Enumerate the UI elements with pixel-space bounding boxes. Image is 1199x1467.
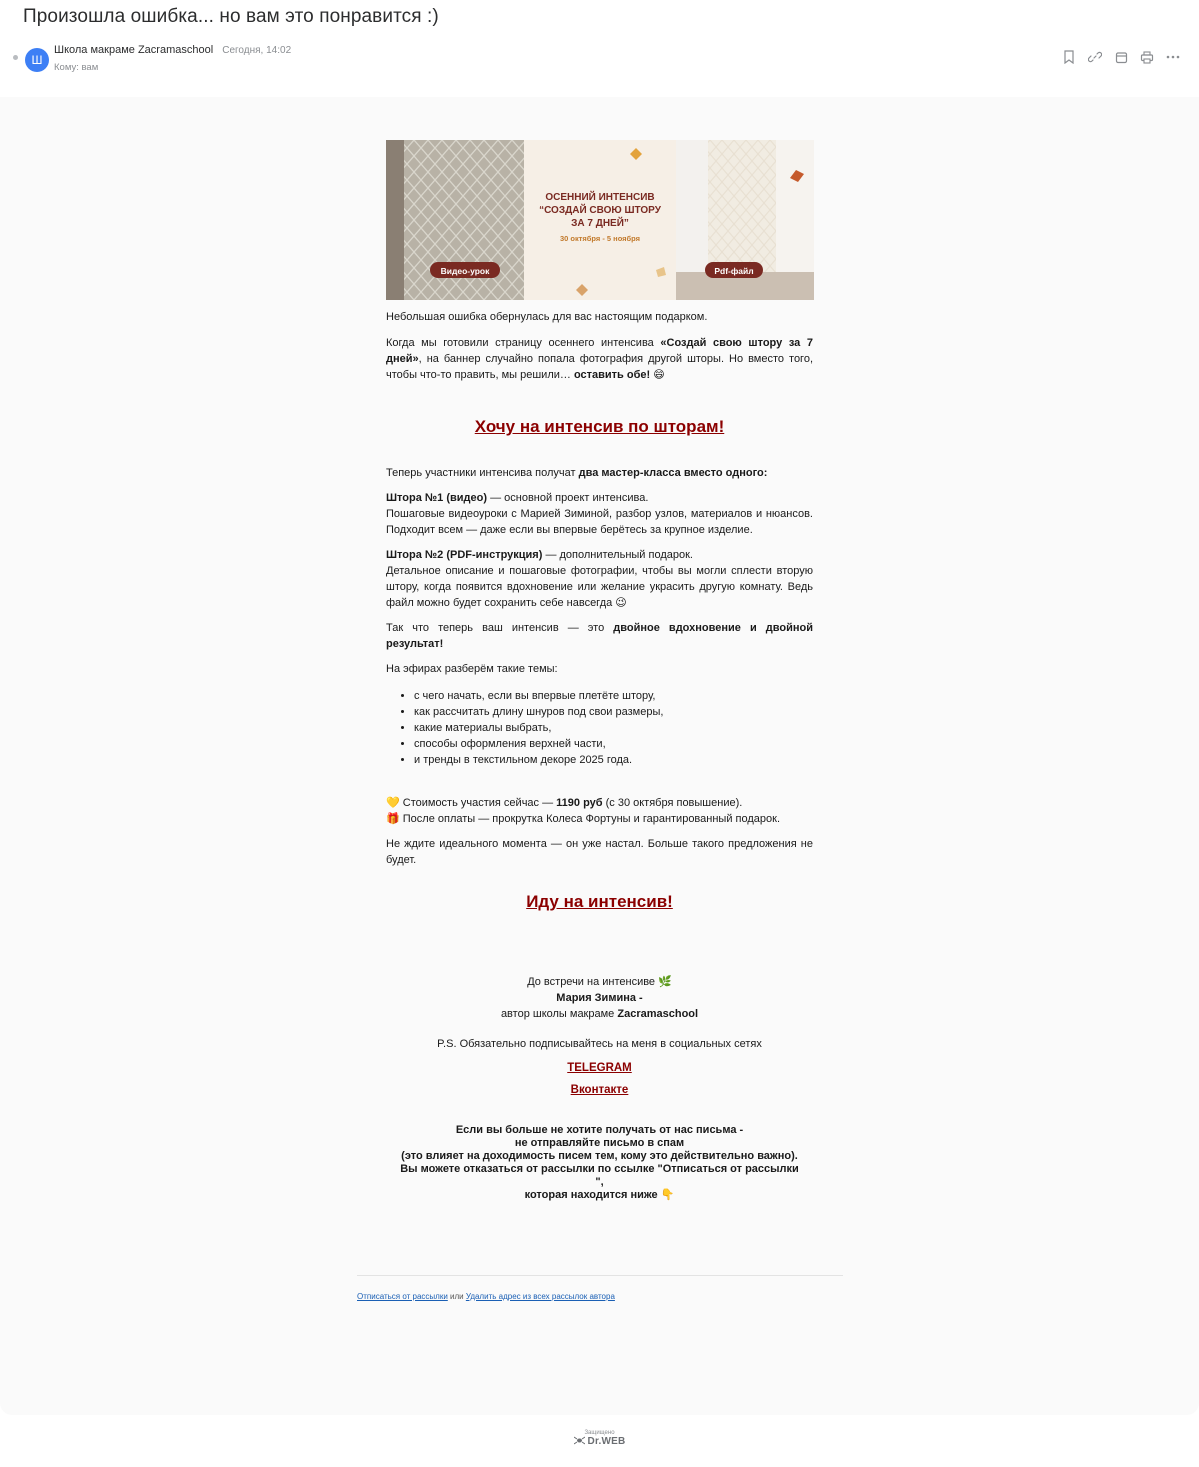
email-actions [1061,49,1181,65]
unsubscribe-or: или [447,1292,466,1301]
avatar[interactable]: Ш [25,48,49,72]
bookmark-icon[interactable] [1061,49,1077,65]
telegram-link[interactable]: TELEGRAM [567,1062,632,1074]
email-subject: Произошла ошибка... но вам это понравится :) [23,6,439,27]
signature-role [386,1006,813,1022]
topic-item: • как рассчитать длину шнуров под свои размеры, [414,704,813,720]
body-text [386,309,813,1202]
banner-tag-video: Видео-урок [440,266,490,276]
signature-name: Мария Зимина - [556,992,643,1004]
cta-go-intensive[interactable]: Иду на интенсив! [526,892,673,911]
vk-link-wrap [386,1082,813,1098]
sender-name[interactable]: Школа макраме Zacramaschool [54,44,214,56]
intensive-name: «Создай свою штору за 7 дней» [386,337,813,365]
banner-dates: 30 октября - 5 ноября [559,234,641,243]
unsubscribe-link[interactable]: Отписаться от рассылки [357,1292,448,1301]
result-emphasis: двойное вдохновение и двойной результат! [386,622,813,650]
story-text-2: , на баннер случайно попала фотография другой шторы. Но вместо того, чтобы что-то править, мы решили… [386,353,813,381]
price-value: 1190 руб [556,797,603,809]
delete-address-link[interactable]: Удалить адрес из всех рассылок автора [465,1292,615,1301]
intro-paragraph: Небольшая ошибка обернулась для вас настоящим подарком. [386,311,708,323]
urgency-paragraph: Не ждите идеального момента — он уже настал. Больше такого предложения не будет. [386,838,813,866]
topics-list [386,688,813,768]
curtain-2-desc: Детальное описание и пошаговые фотографии, чтобы вы могли сплести вторую штору, когда появится вдохновение или желание украсить другую комнату. Ведь файл можно будет сохранить себе навсегда 😉 [386,565,813,609]
offer-paragraph [386,465,813,481]
calendar-icon[interactable] [1113,49,1129,65]
signature-role-text: автор школы макраме [500,1008,618,1020]
school-name: Zacramaschool [617,1008,699,1020]
drweb-badge [0,1430,1199,1447]
drweb-brand-text: Dr.WEB [587,1436,626,1447]
topics-intro: На эфирах разберём такие темы: [386,663,558,675]
offer-text: Теперь участники интенсива получат [386,467,579,479]
cta-intensive-curtains[interactable]: Хочу на интенсив по шторам! [474,417,725,436]
curtain-1-subtitle: — основной проект интенсива. [487,492,649,504]
story-emphasis: оставить обе! [573,369,651,381]
recipient-line[interactable]: Кому: вам [54,62,99,73]
price-line [386,795,813,827]
vk-link[interactable]: Вконтакте [570,1084,629,1096]
curtain-1-desc: Пошаговые видеоуроки с Марией Зиминой, разбор узлов, материалов и нюансов. Подходит всем — даже если вы впервые берётесь за крупное изделие. [386,508,813,536]
footer-divider [357,1275,843,1276]
drweb-brand [0,1436,1199,1447]
offer-emphasis: два мастер-класса вместо одного: [578,467,768,479]
banner-title-1: ОСЕННИЙ ИНТЕНСИВ [545,192,655,203]
banner-tag-pdf: Pdf-файл [714,266,754,276]
drweb-label: Защищено [584,1430,615,1436]
link-icon[interactable] [1087,49,1103,65]
warning-line: Вы можете отказаться от рассылки по ссылке "Отписаться от рассылки [400,1163,799,1175]
more-icon[interactable] [1165,49,1181,65]
signature-greeting: До встречи на интенсиве 🌿 [527,976,672,988]
curtain-1-title: Штора №1 (видео) [386,492,488,504]
spider-icon [574,1436,585,1445]
topic-item: • способы оформления верхней части, [414,736,813,752]
topic-item: • с чего начать, если вы впервые плетёте штору, [414,688,813,704]
curtain-2-title: Штора №2 (PDF-инструкция) [386,549,543,561]
result-paragraph [386,620,813,652]
intensive-banner[interactable] [386,140,814,300]
price-text: Стоимость участия сейчас — [399,797,557,809]
telegram-link-wrap [386,1060,813,1076]
banner-image [386,140,814,300]
gift-text: После оплаты — прокрутка Колеса Фортуны и гарантированный подарок. [399,813,780,825]
email-body-area [0,97,1199,1415]
curtain-1-paragraph [386,490,813,538]
curtain-2-subtitle: — дополнительный подарок. [542,549,693,561]
heart-icon: 💛 [386,797,400,809]
signature [386,974,813,1022]
warning-line: (это влияет на доходимость писем тем, кому это действительно важно). [401,1150,798,1162]
ps-line: P.S. Обязательно подписывайтесь на меня в социальных сетях [437,1038,762,1050]
sender-line [54,44,291,56]
price-note: (с 30 октября повышение). [602,797,743,809]
banner-title-2: “СОЗДАЙ СВОЮ ШТОРУ [539,205,661,216]
story-text: Когда мы готовили страницу осеннего интенсива [386,337,661,349]
warning-line: не отправляйте письмо в спам [514,1137,685,1149]
warning-line: которая находится ниже 👇 [524,1189,675,1201]
banner-title-3: ЗА 7 ДНЕЙ” [571,218,629,229]
topic-item: • какие материалы выбрать, [414,720,813,736]
unsubscribe-line [357,1292,615,1301]
spam-warning [386,1124,813,1202]
curtain-2-paragraph [386,547,813,611]
email-date: Сегодня, 14:02 [222,45,292,56]
grin-emoji: 😄 [650,369,665,381]
print-icon[interactable] [1139,49,1155,65]
warning-line: ", [595,1176,604,1188]
topic-item: • и тренды в текстильном декоре 2025 года. [414,752,813,768]
unread-dot[interactable] [13,55,18,60]
warning-line: Если вы больше не хотите получать от нас письма - [455,1124,744,1136]
story-paragraph [386,335,813,383]
gift-icon: 🎁 [386,813,400,825]
result-text: Так что теперь ваш интенсив — это [386,622,614,634]
